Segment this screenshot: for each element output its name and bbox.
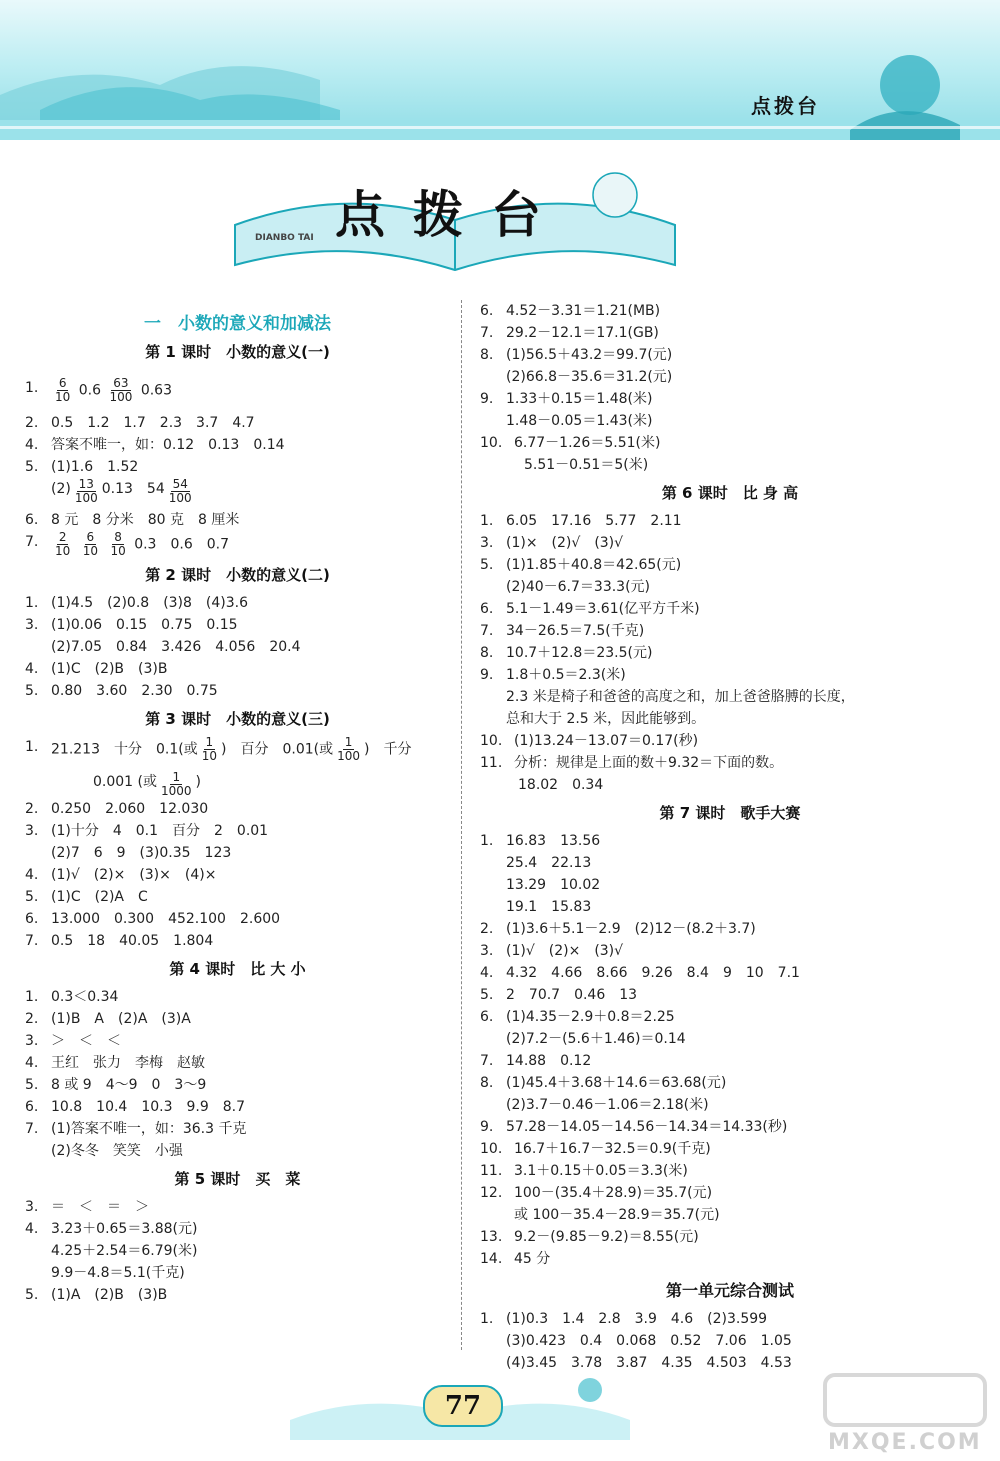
fraction: $\frac{8}{10}$: [110, 530, 126, 558]
answer-row: 4. (1)√ (2)× (3)× (4)×: [25, 867, 217, 883]
answer-row: 7. 29.2－12.1＝17.1(GB): [480, 325, 659, 341]
lesson-4-title: 第 4 课时 比 大 小: [169, 960, 306, 978]
answer-row: 6. (1)4.35－2.9＋0.8＝2.25: [480, 1009, 675, 1025]
answer-row: 0.001 (或 $\frac{1}{1000}$ ): [93, 770, 202, 798]
lesson-5-title: 第 5 课时 买 菜: [174, 1170, 301, 1188]
answer-row: (2)3.7－0.46－1.06＝2.18(米): [506, 1097, 709, 1113]
answer-row: 6. 13.000 0.300 452.100 2.600: [25, 911, 281, 927]
answer-row: 3. (1)十分 4 0.1 百分 2 0.01: [25, 823, 269, 839]
answer-row: 5. (1)A (2)B (3)B: [25, 1287, 168, 1303]
fraction: $\frac{1}{10}$: [201, 735, 217, 763]
answer-row: (4)3.45 3.78 3.87 4.35 4.503 4.53: [506, 1355, 792, 1371]
answer-row: 7. 14.88 0.12: [480, 1053, 592, 1069]
answer-row: (2)7 6 9 (3)0.35 123: [51, 845, 232, 861]
answer-row: 1. $\frac{6}{10}$ 0.6 $\frac{63}{100}$ 0.63: [25, 376, 172, 404]
lesson-2-title: 第 2 课时 小数的意义(二): [145, 566, 330, 584]
answer-row: 6. 8 元 8 分米 80 克 8 厘米: [25, 512, 240, 528]
answer-row: 9.9－4.8＝5.1(千克): [51, 1265, 185, 1281]
answer-row: 11. 3.1＋0.15＋0.05＝3.3(米): [480, 1163, 688, 1179]
fraction: $\frac{1}{100}$: [337, 735, 361, 763]
fraction: $\frac{6}{10}$: [55, 376, 71, 404]
lesson-7-title: 第 7 课时 歌手大赛: [659, 804, 801, 822]
column-divider: [461, 300, 462, 1350]
answer-row: 11. 分析：规律是上面的数＋9.32＝下面的数。: [480, 755, 784, 771]
answer-row: 3. (1)× (2)√ (3)√: [480, 535, 624, 551]
answer-row: (2)冬冬 笑笑 小强: [51, 1143, 183, 1159]
answer-row: 2. (1)B A (2)A (3)A: [25, 1011, 191, 1027]
answer-row: 5.51－0.51＝5(米): [524, 457, 649, 473]
answer-row: 7. $\frac{2}{10}$ $\frac{6}{10}$ $\frac{8}{10}$ 0.3 0.6 0.7: [25, 530, 229, 558]
answer-row: (2)7.2－(5.6＋1.46)＝0.14: [506, 1031, 686, 1047]
fraction: $\frac{6}{10}$: [82, 530, 99, 558]
answer-row: 1. 0.3＜0.34: [25, 989, 119, 1005]
lesson-6-title: 第 6 课时 比 身 高: [661, 484, 799, 502]
answer-row: 25.4 22.13: [506, 855, 592, 871]
answer-row: 6. 10.8 10.4 10.3 9.9 8.7: [25, 1099, 246, 1115]
title-pinyin: DIANBO TAI: [255, 233, 314, 243]
answer-row: 3. (1)0.06 0.15 0.75 0.15: [25, 617, 238, 633]
answer-row: 8. (1)45.4＋3.68＋14.6＝63.68(元): [480, 1075, 727, 1091]
answer-row: 2.3 米是椅子和爸爸的高度之和，加上爸爸胳膊的长度，: [506, 689, 855, 705]
answer-row: 5. 0.80 3.60 2.30 0.75: [25, 683, 218, 699]
answer-row: 9. 57.28－14.05－14.56－14.34＝14.33(秒): [480, 1119, 788, 1135]
answer-row: 5. (1)C (2)A C: [25, 889, 148, 905]
answer-row: 13. 9.2－(9.85－9.2)＝8.55(元): [480, 1229, 699, 1245]
answer-row: 4. 王红 张力 李梅 赵敏: [25, 1055, 205, 1071]
answer-row: 10. 6.77－1.26＝5.51(米): [480, 435, 661, 451]
answer-row: 10. 16.7＋16.7－32.5＝0.9(千克): [480, 1141, 711, 1157]
answer-row: 4. 答案不唯一，如：0.12 0.13 0.14: [25, 437, 285, 453]
answer-row: 5. (1)1.85＋40.8＝42.65(元): [480, 557, 682, 573]
answer-row: 3. ＞ ＜ ＜: [25, 1033, 121, 1049]
answer-row: 13.29 10.02: [506, 877, 601, 893]
answer-row: 4. 3.23＋0.65＝3.88(元): [25, 1221, 198, 1237]
fraction: $\frac{1}{1000}$: [161, 770, 192, 798]
fraction: $\frac{63}{100}$: [109, 376, 133, 404]
title-book: [225, 165, 685, 280]
answer-row: 5. 8 或 9 4～9 0 3～9: [25, 1077, 207, 1093]
answer-row: 2. (1)3.6＋5.1－2.9 (2)12－(8.2＋3.7): [480, 921, 756, 937]
answer-row: 6. 5.1－1.49＝3.61(亿平方千米): [480, 601, 700, 617]
header-banner: [0, 0, 1000, 140]
answer-row: 1. 16.83 13.56: [480, 833, 601, 849]
answer-row: 7. 34－26.5＝7.5(千克): [480, 623, 645, 639]
landscape-illustration: [0, 0, 1000, 140]
section-title: 一 小数的意义和加减法: [144, 314, 331, 334]
answer-row: 9. 1.8＋0.5＝2.3(米): [480, 667, 626, 683]
page-number: 77: [423, 1385, 503, 1427]
answer-row: 2. 0.250 2.060 12.030: [25, 801, 209, 817]
answer-row: 9. 1.33＋0.15＝1.48(米): [480, 391, 653, 407]
answer-row: 10. (1)13.24－13.07＝0.17(秒): [480, 733, 699, 749]
answer-row: 3. ＝ ＜ ＝ ＞: [25, 1199, 149, 1215]
answer-row: 7. (1)答案不唯一，如：36.3 千克: [25, 1121, 247, 1137]
page-title: 点拨台: [335, 185, 569, 244]
answer-row: (2)40－6.7＝33.3(元): [506, 579, 651, 595]
answer-row: 或 100－35.4－28.9＝35.7(元): [514, 1207, 720, 1223]
answer-row: 14. 45 分: [480, 1251, 551, 1267]
right-column: [480, 300, 980, 1374]
lesson-3-title: 第 3 课时 小数的意义(三): [145, 710, 330, 728]
answer-row: 8. 10.7＋12.8＝23.5(元): [480, 645, 653, 661]
answer-row: 1. 6.05 17.16 5.77 2.11: [480, 513, 682, 529]
answer-row: 4. 4.32 4.66 8.66 9.26 8.4 9 10 7.1: [480, 965, 800, 981]
answer-row: 4.25＋2.54＝6.79(米): [51, 1243, 198, 1259]
answer-row: 8. (1)56.5＋43.2＝99.7(元): [480, 347, 673, 363]
answer-row: (2)7.05 0.84 3.426 4.056 20.4: [51, 639, 301, 655]
answer-row: (2)66.8－35.6＝31.2(元): [506, 369, 673, 385]
answer-row: 总和大于 2.5 米，因此能够到。: [506, 711, 706, 727]
answer-row: 3. (1)√ (2)× (3)√: [480, 943, 624, 959]
answer-row: 19.1 15.83: [506, 899, 592, 915]
answer-row: 5. (1)1.6 1.52: [25, 459, 139, 475]
answer-row: 1.48－0.05＝1.43(米): [506, 413, 653, 429]
answer-row: 1. (1)4.5 (2)0.8 (3)8 (4)3.6: [25, 595, 249, 611]
unit-test-title: 第一单元综合测试: [665, 1281, 794, 1300]
answer-row: 1. 21.213 十分 0.1(或 $\frac{1}{10}$ ) 百分 0.01(或 $\frac{1}{100}$ ) 千分: [25, 735, 412, 763]
lesson-1-title: 第 1 课时 小数的意义(一): [145, 343, 330, 361]
left-column: [25, 305, 450, 1306]
answer-row: 5. 2 70.7 0.46 13: [480, 987, 638, 1003]
answer-row: 4. (1)C (2)B (3)B: [25, 661, 168, 677]
fraction: $\frac{54}{100}$: [168, 477, 192, 505]
fraction: $\frac{13}{100}$: [74, 477, 98, 505]
answer-row: 12. 100－(35.4＋28.9)＝35.7(元): [480, 1185, 713, 1201]
answer-row: 1. (1)0.3 1.4 2.8 3.9 4.6 (2)3.599: [480, 1311, 768, 1327]
header-label: 点拨台: [751, 94, 820, 118]
answer-row: 7. 0.5 18 40.05 1.804: [25, 933, 214, 949]
answer-row: 6. 4.52－3.31＝1.21(MB): [480, 303, 661, 319]
answer-row: 18.02 0.34: [518, 777, 604, 793]
watermark-text: MXQE.COM: [828, 1430, 982, 1455]
answer-row: (3)0.423 0.4 0.068 0.52 7.06 1.05: [506, 1333, 792, 1349]
answer-row: (2) $\frac{13}{100}$ 0.13 54 $\frac{54}{100}$: [51, 477, 192, 505]
fraction: $\frac{2}{10}$: [55, 530, 71, 558]
answer-row: 2. 0.5 1.2 1.7 2.3 3.7 4.7: [25, 415, 255, 431]
